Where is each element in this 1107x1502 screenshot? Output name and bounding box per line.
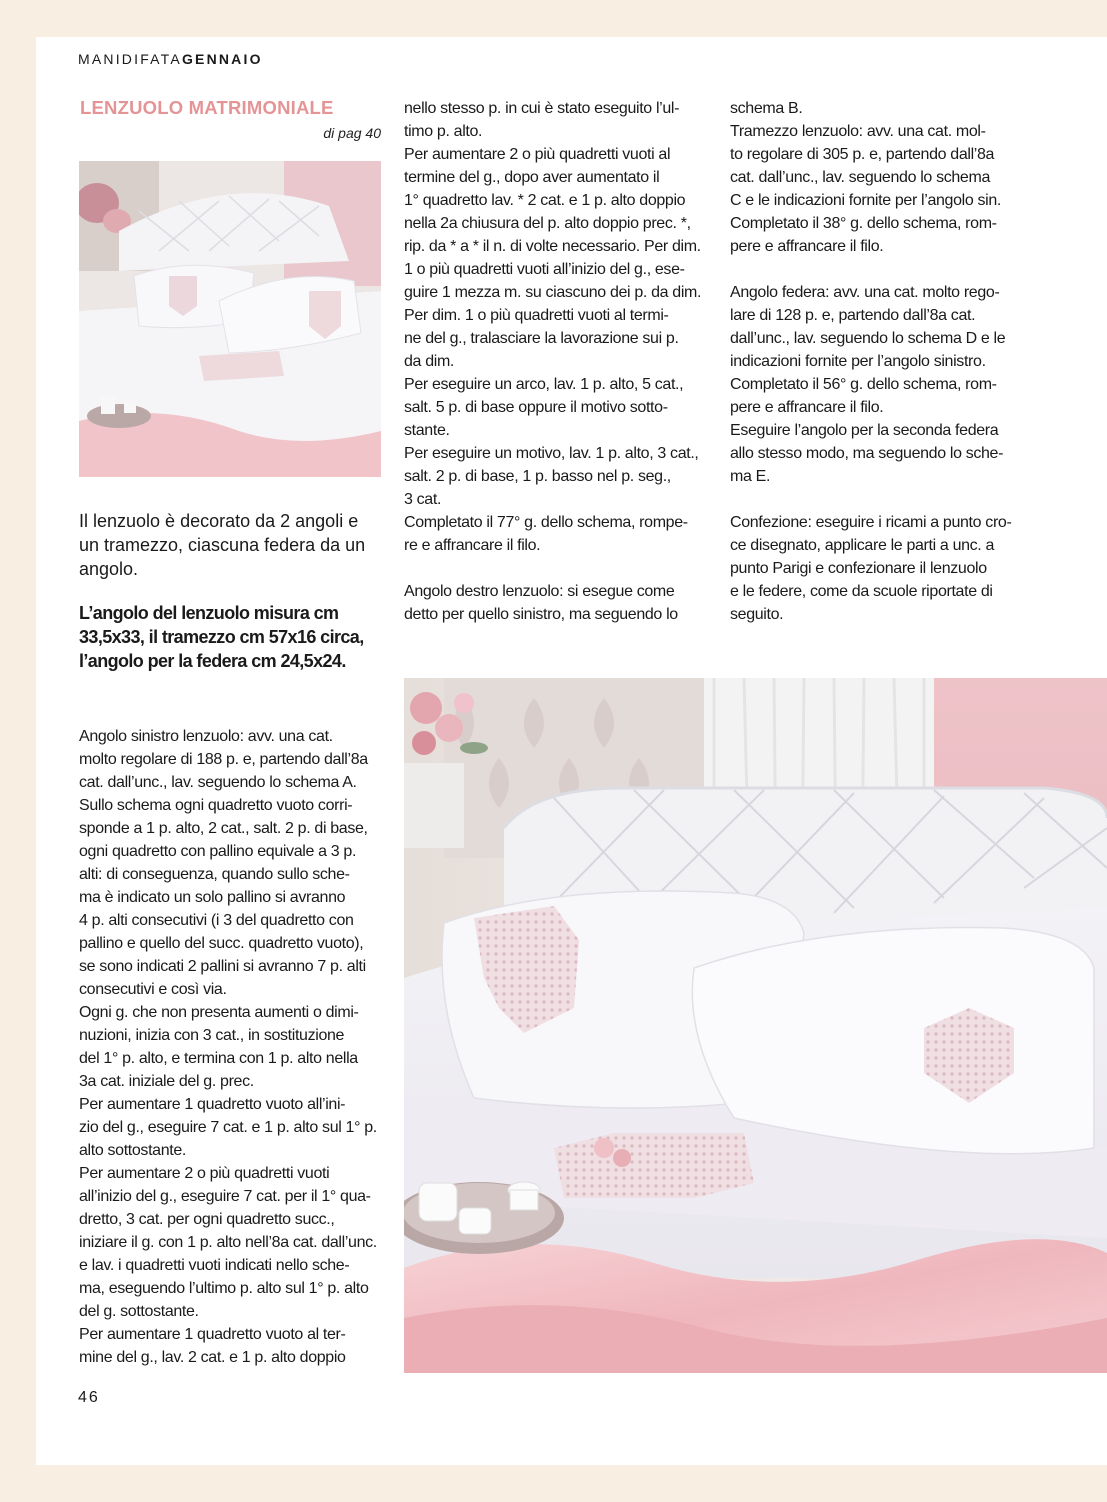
text-line: Angolo destro lenzuolo: si esegue come <box>404 583 675 600</box>
text-line: ogni quadretto con pallino equivale a 3 p. <box>79 843 357 860</box>
text-line: 4 p. alti consecutivi (i 3 del quadretto con <box>79 912 354 929</box>
text-line: stante. <box>404 422 450 439</box>
text-line: Completato il 56° g. dello schema, rom- <box>730 376 997 393</box>
header-issue: GENNAIO <box>181 51 263 67</box>
text-line: nuzioni, inizia con 3 cat., in sostituzione <box>79 1027 345 1044</box>
text-line: Per eseguire un arco, lav. 1 p. alto, 5 cat., <box>404 376 684 393</box>
text-line: e lav. i quadretti vuoti indicati nello sche- <box>79 1257 350 1274</box>
text-line: dall’unc., lav. seguendo lo schema D e le <box>730 330 1006 347</box>
text-line: Per aumentare 2 o più quadretti vuoti <box>79 1165 330 1182</box>
text-line: consecutivi e così via. <box>79 981 227 998</box>
text-line: salt. 2 p. di base, 1 p. basso nel p. seg., <box>404 468 671 485</box>
text-line: ce disegnato, applicare le parti a unc. a <box>730 537 995 554</box>
magazine-page <box>36 37 1107 1465</box>
text-line: pere e affrancare il filo. <box>730 238 884 255</box>
text-line: timo p. alto. <box>404 123 483 140</box>
text-line: ma, eseguendo l’ultimo p. alto sul 1° p. alto <box>79 1280 369 1297</box>
text-line: 1 o più quadretti vuoti all’inizio del g., ese- <box>404 261 685 278</box>
text-line: iniziare il g. con 1 p. alto nell’8a cat. dall’unc. <box>79 1234 377 1251</box>
text-line: detto per quello sinistro, ma seguendo lo <box>404 606 678 623</box>
text-line: del g. sottostante. <box>79 1303 199 1320</box>
text-line: nello stesso p. in cui è stato eseguito l’ul- <box>404 100 680 117</box>
text-line: Tramezzo lenzuolo: avv. una cat. mol- <box>730 123 986 140</box>
text-line: allo stesso modo, ma seguendo lo sche- <box>730 445 1004 462</box>
intro-line: angolo. <box>79 559 139 579</box>
text-line: zio del g., eseguire 7 cat. e 1 p. alto sul 1° p. <box>79 1119 377 1136</box>
text-line: lare di 128 p. e, partendo dall’8a cat. <box>730 307 976 324</box>
text-line: dretto, 3 cat. per ogni quadretto succ., <box>79 1211 335 1228</box>
text-line: guire 1 mezza m. su ciascuno dei p. da dim. <box>404 284 702 301</box>
text-line: to regolare di 305 p. e, partendo dall’8a <box>730 146 995 163</box>
text-line <box>730 258 1030 281</box>
text-line: Confezione: eseguire i ricami a punto cro- <box>730 514 1012 531</box>
measures-line: 33,5x33, il tramezzo cm 57x16 circa, <box>79 627 364 647</box>
text-line: alti: di conseguenza, quando sullo sche- <box>79 866 350 883</box>
page-number: 46 <box>78 1389 100 1406</box>
text-line: schema B. <box>730 100 803 117</box>
measures-line: l’angolo per la federa cm 24,5x24. <box>79 651 346 671</box>
text-line: Angolo federa: avv. una cat. molto rego- <box>730 284 1000 301</box>
small-bed-illustration <box>79 161 381 477</box>
text-line: Ogni g. che non presenta aumenti o dimi- <box>79 1004 359 1021</box>
header-magazine: MANIDIFATA <box>78 51 182 67</box>
text-line <box>730 488 1030 511</box>
text-line: cat. dall’unc., lav. seguendo lo schema <box>730 169 990 186</box>
text-line: se sono indicati 2 pallini si avranno 7 p. alti <box>79 958 366 975</box>
text-line: Per dim. 1 o più quadretti vuoti al termi- <box>404 307 669 324</box>
text-line: sponde a 1 p. alto, 2 cat., salt. 2 p. di base, <box>79 820 368 837</box>
small-bed-photo <box>79 161 381 477</box>
article-title: LENZUOLO MATRIMONIALE <box>80 97 334 118</box>
text-line: alto sottostante. <box>79 1142 187 1159</box>
text-line: pere e affrancare il filo. <box>730 399 884 416</box>
intro-line: un tramezzo, ciascuna federa da un <box>79 535 366 555</box>
text-line: Eseguire l’angolo per la seconda federa <box>730 422 999 439</box>
text-line: C e le indicazioni fornite per l’angolo sin. <box>730 192 1001 209</box>
text-line: mine del g., lav. 2 cat. e 1 p. alto doppio <box>79 1349 346 1366</box>
text-line: 3a cat. iniziale del g. prec. <box>79 1073 254 1090</box>
text-line: molto regolare di 188 p. e, partendo dall’8a <box>79 751 368 768</box>
text-line <box>404 557 704 580</box>
text-line: 3 cat. <box>404 491 442 508</box>
text-line: punto Parigi e confezionare il lenzuolo <box>730 560 987 577</box>
column-3-text <box>730 97 1030 626</box>
text-line: Completato il 77° g. dello schema, rompe- <box>404 514 688 531</box>
text-line: Angolo sinistro lenzuolo: avv. una cat. <box>79 728 333 745</box>
text-line: Per eseguire un motivo, lav. 1 p. alto, 3 cat., <box>404 445 699 462</box>
large-bed-photo <box>404 678 1107 1373</box>
running-header <box>78 51 263 67</box>
text-line: ne del g., tralasciare la lavorazione sui p. <box>404 330 679 347</box>
text-line: Per aumentare 1 quadretto vuoto al ter- <box>79 1326 346 1343</box>
text-line: Per aumentare 1 quadretto vuoto all’ini- <box>79 1096 346 1113</box>
measures-line: L’angolo del lenzuolo misura cm <box>79 603 339 623</box>
text-line: indicazioni fornite per l’angolo sinistro. <box>730 353 986 370</box>
large-bed-illustration <box>404 678 1107 1373</box>
text-line: ma E. <box>730 468 771 485</box>
text-line: cat. dall’unc., lav. seguendo lo schema A. <box>79 774 357 791</box>
text-line: 1° quadretto lav. * 2 cat. e 1 p. alto doppio <box>404 192 686 209</box>
column-1-text <box>79 725 381 1369</box>
text-line: seguito. <box>730 606 784 623</box>
text-line: salt. 5 p. di base oppure il motivo sotto- <box>404 399 668 416</box>
column-2-text <box>404 97 704 626</box>
text-line: Completato il 38° g. dello schema, rom- <box>730 215 997 232</box>
text-line: nella 2a chiusura del p. alto doppio prec. *, <box>404 215 691 232</box>
text-line: e le federe, come da scuole riportate di <box>730 583 993 600</box>
text-line: Sullo schema ogni quadretto vuoto corri- <box>79 797 353 814</box>
text-line: rip. da * a * il n. di volte necessario. Per dim. <box>404 238 701 255</box>
measures-text <box>79 601 364 673</box>
page-reference: di pag 40 <box>323 125 381 141</box>
intro-line: Il lenzuolo è decorato da 2 angoli e <box>79 511 359 531</box>
text-line: re e affrancare il filo. <box>404 537 541 554</box>
text-line: termine del g., dopo aver aumentato il <box>404 169 660 186</box>
text-line: ma è indicato un solo pallino si avranno <box>79 889 346 906</box>
text-line: da dim. <box>404 353 455 370</box>
text-line: Per aumentare 2 o più quadretti vuoti al <box>404 146 671 163</box>
text-line: del 1° p. alto, e termina con 1 p. alto nella <box>79 1050 358 1067</box>
intro-text <box>79 509 365 581</box>
text-line: pallino e quello del succ. quadretto vuoto), <box>79 935 364 952</box>
text-line: all’inizio del g., eseguire 7 cat. per il 1° qua- <box>79 1188 371 1205</box>
